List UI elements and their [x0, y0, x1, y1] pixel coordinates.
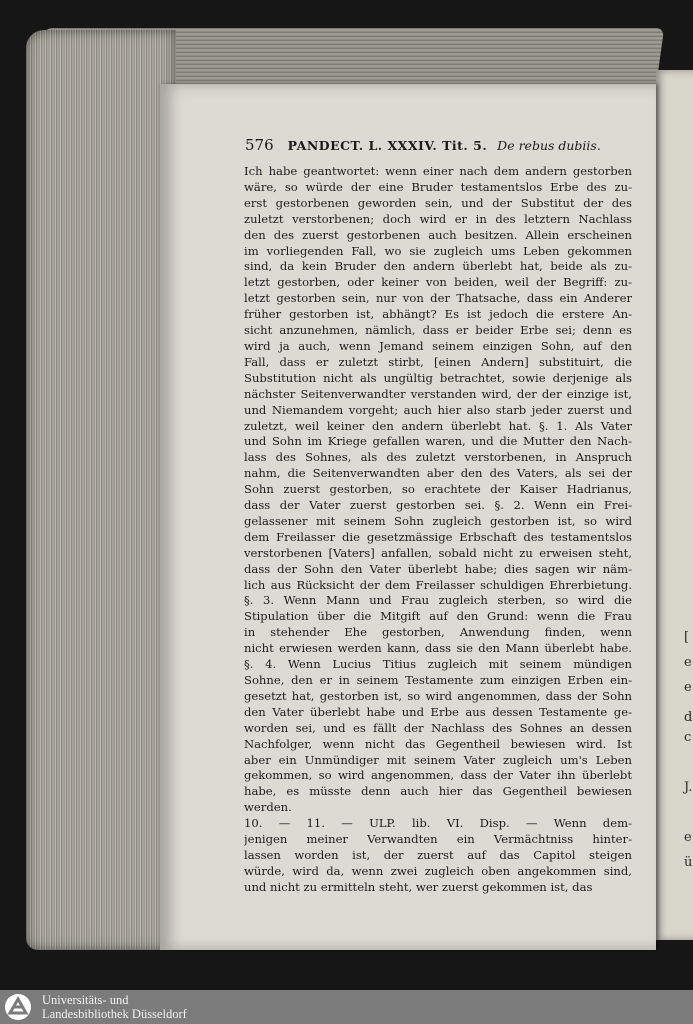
text-line: wäre, so würde der eine Bruder testamentslos Erbe des zu- — [244, 179, 632, 194]
library-name-line2: Landesbibliothek Düsseldorf — [42, 1007, 187, 1021]
text-line: lass des Sohnes, als des zuletzt verstorbenen, in Anspruch — [244, 450, 632, 465]
facing-page-fragment: e — [684, 655, 692, 670]
book-page-edges — [26, 30, 176, 950]
text-line: wird ja auch, wenn Jemand seinem einzigen Sohn, auf den — [244, 338, 632, 353]
text-line: Substitution nicht als ungültig betrachtet, sowie derjenige als — [244, 370, 632, 385]
facing-page-fragment: e — [684, 830, 692, 845]
text-line: Fall, dass er zuletzt stirbt, [einen Andern] substituirt, die — [244, 354, 632, 369]
text-line: nicht erwiesen werden kann, dass sie den Mann überlebt habe. — [244, 641, 632, 656]
text-line: lich aus Rücksicht der dem Freilasser schuldigen Ehrerbietung. — [244, 577, 632, 592]
text-line: 10. — 11. — ULP. lib. VI. Disp. — Wenn dem- — [244, 816, 632, 831]
text-line: jenigen meiner Verwandten ein Vermächtniss hinter- — [244, 832, 632, 847]
text-line: Ich habe geantwortet: wenn einer nach dem andern gestorben — [244, 164, 632, 178]
text-line: erst gestorbenen geworden sein, und der Substitut der des — [244, 195, 632, 210]
text-line: verstorbenen [Vaters] anfallen, sobald nicht zu erweisen steht, — [244, 545, 632, 560]
text-line: dass der Vater zuerst gestorben sei. §. 2. Wenn ein Frei- — [244, 498, 632, 513]
header-subtitle: De rebus dubiis. — [497, 138, 601, 153]
text-line: Nachfolger, wenn nicht das Gegentheil bewiesen wird. Ist — [244, 736, 632, 751]
text-line: zuletzt, weil keiner den andern überlebt hat. §. 1. Als Vater — [244, 418, 632, 433]
library-name — [42, 993, 187, 1021]
facing-page-fragment: J. — [684, 780, 693, 795]
text-line: würde, wird da, wenn zwei zugleich oben angekommen sind, — [244, 863, 632, 878]
text-line: und Sohn im Kriege gefallen waren, und die Mutter den Nach- — [244, 434, 632, 449]
text-line: werden. — [244, 800, 292, 815]
library-logo-icon — [4, 993, 32, 1021]
text-line: und nicht zu ermitteln steht, wer zuerst gekommen ist, das — [244, 879, 593, 894]
text-line: gesetzt hat, gestorben ist, so wird angenommen, dass der Sohn — [244, 688, 632, 703]
text-line: §. 4. Wenn Lucius Titius zugleich mit seinem mündigen — [244, 657, 632, 672]
text-line: früher gestorben ist, abhängt? Es ist jedoch die erstere An- — [244, 307, 632, 322]
facing-page-fragment: c — [684, 730, 692, 745]
header-title: PANDECT. L. XXXIV. Tit. 5. — [287, 138, 488, 153]
text-line: und Niemandem vorgeht; auch hier also starb jeder zuerst und — [244, 402, 632, 417]
facing-page-fragment: d — [684, 710, 693, 725]
facing-page-fragment: ü — [684, 855, 693, 870]
running-header — [245, 136, 645, 154]
text-line: Sohne, den er in seinem Testamente zum einzigen Erben ein- — [244, 673, 632, 687]
text-line: nahm, die Seitenverwandten aber den des Vaters, als sei der — [244, 466, 632, 481]
text-line: §. 3. Wenn Mann und Frau zugleich sterben, so wird die — [244, 593, 632, 608]
text-line: nächster Seitenverwandter verstanden wird, der der einzige ist, — [244, 386, 632, 401]
text-line: den Vater überlebt habe und Erbe aus dessen Testamente ge- — [244, 704, 632, 719]
text-line: gekommen, so wird angenommen, dass der Vater ihn überlebt — [244, 768, 632, 783]
text-line: aber ein Unmündiger mit seinem Vater zugleich um's Leben — [244, 752, 632, 767]
text-line: gelassener mit seinem Sohn zugleich gestorben ist, so wird — [244, 513, 632, 528]
facing-page-fragment: e — [684, 680, 692, 695]
body-text — [244, 164, 632, 896]
text-line: sind, da kein Bruder den andern überlebt hat, beide als zu- — [244, 259, 632, 274]
text-line: im vorliegenden Fall, wo sie zugleich ums Leben gekommen — [244, 243, 632, 258]
text-line: Sohn zuerst gestorben, so erachtete der Kaiser Hadrianus, — [244, 482, 632, 497]
text-line: worden sei, und es fällt der Nachlass des Sohnes an dessen — [244, 720, 632, 735]
book-page — [160, 84, 656, 950]
page-number: 576 — [245, 136, 274, 154]
text-line: dem Freilasser die gesetzmässige Erbschaft des testamentslos — [244, 529, 632, 544]
text-line: letzt gestorben sein, nur von der Thatsache, dass ein Anderer — [244, 291, 632, 306]
text-line: den des zuerst gestorbenen auch besitzen. Allein erscheinen — [244, 227, 632, 242]
text-line: sicht anzunehmen, nämlich, dass er beider Erbe sei; denn es — [244, 323, 632, 338]
text-line: letzt gestorben, oder keiner von beiden, weil der Begriff: zu- — [244, 275, 632, 290]
library-name-line1: Universitäts- und — [42, 993, 129, 1007]
text-line: lassen worden ist, der zuerst auf das Capitol steigen — [244, 847, 632, 862]
facing-page-fragment: [ — [684, 630, 690, 645]
facing-page-edge — [656, 70, 693, 940]
text-line: Stipulation über die Mitgift auf den Grund: wenn die Frau — [244, 609, 632, 624]
text-line: zuletzt verstorbenen; doch wird er in des letztern Nachlass — [244, 211, 632, 226]
library-footer-bar — [0, 990, 693, 1024]
text-line: dass der Sohn den Vater überlebt habe; dies sagen wir näm- — [244, 561, 632, 576]
text-line: in stehender Ehe gestorben, Anwendung finden, wenn — [244, 625, 632, 640]
text-line: habe, es müsste denn auch hier das Gegentheil bewiesen — [244, 784, 632, 799]
